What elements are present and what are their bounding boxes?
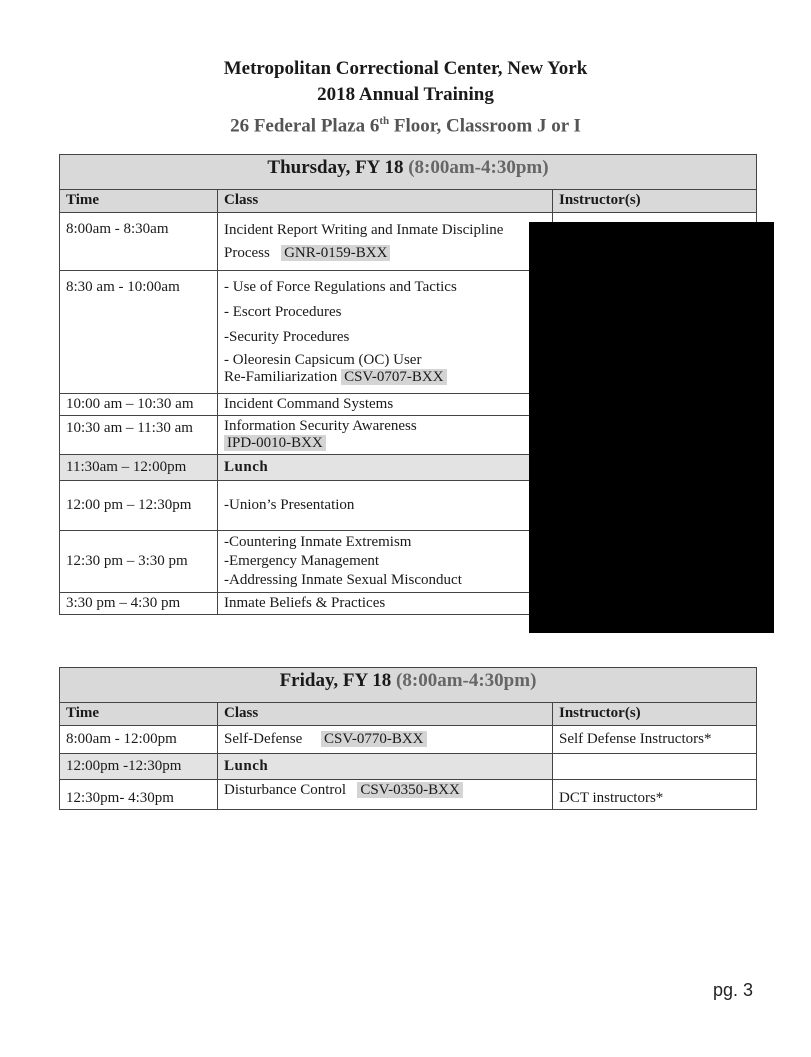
row-time: 8:00am - 8:30am	[60, 213, 218, 271]
row-class: -Union’s Presentation	[218, 481, 553, 531]
row-instructor	[553, 754, 757, 780]
row-instructor: DCT instructors*	[553, 780, 757, 810]
col-header-instructor: Instructor(s)	[553, 703, 757, 726]
class-line: Disturbance Control	[224, 782, 347, 798]
lunch-row	[60, 754, 757, 780]
location-line	[0, 108, 811, 139]
table-row	[60, 780, 757, 810]
row-class	[218, 213, 553, 271]
row-time: 12:30pm- 4:30pm	[60, 780, 218, 810]
row-time: 10:00 am – 10:30 am	[60, 394, 218, 416]
thursday-title	[60, 155, 757, 190]
row-time: 12:30 pm – 3:30 pm	[60, 531, 218, 593]
row-instructor: Self Defense Instructors*	[553, 726, 757, 754]
col-header-time: Time	[60, 703, 218, 726]
class-line: Information Security Awareness	[224, 418, 417, 434]
col-header-class: Class	[218, 703, 553, 726]
friday-schedule-table	[59, 667, 757, 810]
location-text-rest: Floor, Classroom J or I	[389, 115, 581, 137]
row-class: Inmate Beliefs & Practices	[218, 593, 553, 615]
facility-name: Metropolitan Correctional Center, New York	[223, 58, 588, 79]
class-line: - Oleoresin Capsicum (OC) User	[224, 352, 422, 368]
course-code: IPD-0010-BXX	[224, 435, 326, 451]
row-time: 12:00 pm – 12:30pm	[60, 481, 218, 531]
class-line: -Emergency Management	[224, 553, 380, 569]
course-code: CSV-0707-BXX	[341, 369, 446, 385]
table-title-row	[60, 668, 757, 703]
day-hours: (8:00am-4:30pm)	[396, 670, 537, 691]
class-line: -Addressing Inmate Sexual Misconduct	[224, 572, 462, 588]
row-time: 3:30 pm – 4:30 pm	[60, 593, 218, 615]
row-class: Incident Command Systems	[218, 394, 553, 416]
table-title-row	[60, 155, 757, 190]
day-hours: (8:00am-4:30pm)	[408, 157, 549, 178]
row-class: Lunch	[218, 754, 553, 780]
row-time: 10:30 am – 11:30 am	[60, 416, 218, 455]
col-header-class: Class	[218, 190, 553, 213]
page-number: pg. 3	[713, 980, 754, 1000]
location-superscript: th	[379, 115, 390, 127]
class-line: -Countering Inmate Extremism	[224, 534, 412, 550]
course-code: CSV-0770-BXX	[321, 731, 426, 747]
row-class	[218, 416, 553, 455]
row-class: Lunch	[218, 455, 553, 481]
table-row	[60, 726, 757, 754]
course-code: CSV-0350-BXX	[357, 782, 462, 798]
row-class	[218, 531, 553, 593]
friday-title	[60, 668, 757, 703]
course-code: GNR-0159-BXX	[281, 245, 390, 261]
redaction-block	[529, 222, 774, 633]
row-time: 8:30 am - 10:00am	[60, 271, 218, 394]
document-header	[0, 56, 811, 139]
class-line: - Escort Procedures	[224, 304, 342, 320]
class-line: Re-Familiarization	[224, 369, 338, 385]
training-title: 2018 Annual Training	[317, 84, 494, 105]
col-header-instructor: Instructor(s)	[553, 190, 757, 213]
row-class	[218, 271, 553, 394]
day-title: Thursday, FY 18	[267, 157, 404, 178]
col-header-time: Time	[60, 190, 218, 213]
row-class	[218, 726, 553, 754]
row-time: 8:00am - 12:00pm	[60, 726, 218, 754]
class-line: - Use of Force Regulations and Tactics	[224, 279, 457, 295]
row-time: 11:30am – 12:00pm	[60, 455, 218, 481]
table-header-row	[60, 703, 757, 726]
row-time: 12:00pm -12:30pm	[60, 754, 218, 780]
table-header-row	[60, 190, 757, 213]
class-line: Incident Report Writing and Inmate Discipline	[224, 222, 504, 238]
class-line: -Security Procedures	[224, 329, 350, 345]
class-line: Process	[224, 245, 270, 261]
location-text: 26 Federal Plaza 6	[230, 115, 380, 137]
row-class	[218, 780, 553, 810]
class-line: Self-Defense	[224, 731, 303, 747]
day-title: Friday, FY 18	[279, 670, 392, 691]
